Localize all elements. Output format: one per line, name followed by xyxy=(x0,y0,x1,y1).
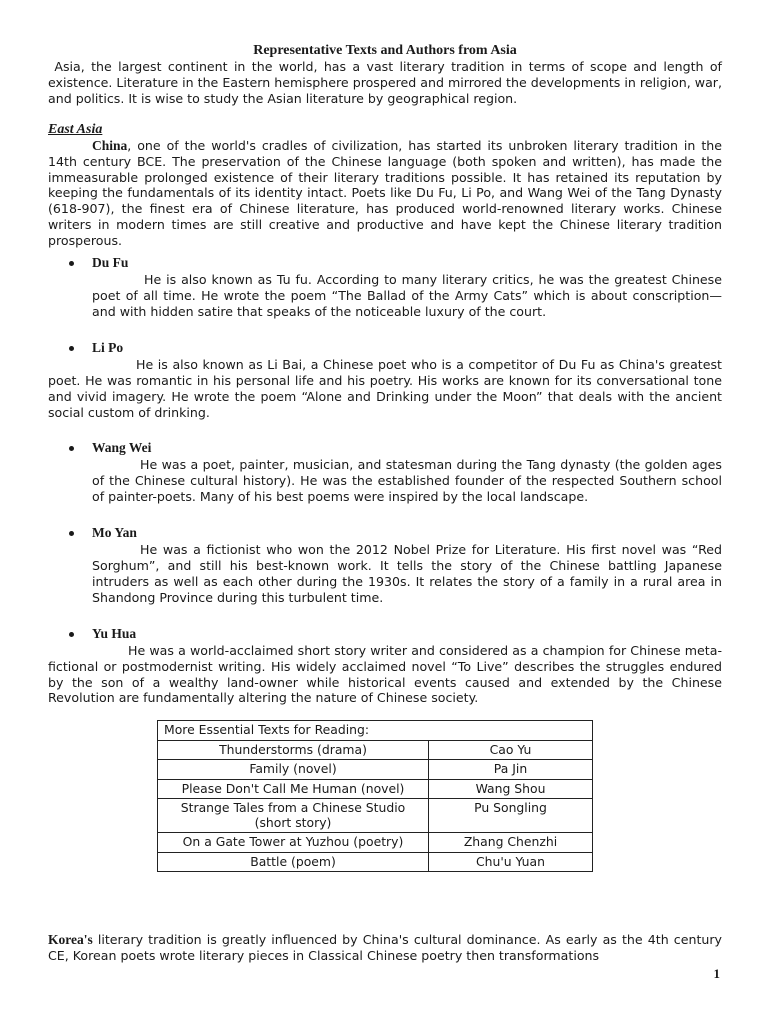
author-description-text: He was a fictionist who won the 2012 Nobel Prize for Literature. His first novel was “Red Sorghum”, and still his best-known work. It tells the story of the Chinese battling Japanese intruders as well as each other during the 1930s. It relates the story of a family in a rural area in Shandong Province during this turbulent time. xyxy=(92,542,722,605)
author-name xyxy=(48,626,722,642)
author-item xyxy=(48,440,722,505)
author-description xyxy=(48,272,722,320)
china-paragraph xyxy=(48,138,722,249)
reading-author-cell: Wang Shou xyxy=(429,779,593,799)
reading-table xyxy=(157,720,593,872)
reading-text-cell: Please Don't Call Me Human (novel) xyxy=(158,779,429,799)
table-row xyxy=(158,852,593,872)
table-row xyxy=(158,760,593,780)
table-row xyxy=(158,833,593,853)
reading-text-cell: On a Gate Tower at Yuzhou (poetry) xyxy=(158,833,429,853)
bullet-icon xyxy=(69,632,74,637)
reading-text-cell: Strange Tales from a Chinese Studio (short story) xyxy=(158,799,429,833)
reading-author-cell: Pu Songling xyxy=(429,799,593,833)
author-list xyxy=(48,255,722,706)
page-number: 1 xyxy=(713,966,720,981)
table-row xyxy=(158,779,593,799)
author-description-text: He is also known as Li Bai, a Chinese poet who is a competitor of Du Fu as China's greatest poet. He was romantic in his personal life and his poetry. His works are known for its conversational tone and vivid imagery. He wrote the poem “Alone and Drinking under the Moon” that deals with the ancient social custom of drinking. xyxy=(48,356,722,420)
author-name xyxy=(48,340,722,356)
reading-author-cell: Zhang Chenzhi xyxy=(429,833,593,853)
bullet-icon xyxy=(69,346,74,351)
korea-lead: Korea's xyxy=(48,932,93,947)
author-item xyxy=(48,626,722,707)
author-name-text: Li Po xyxy=(92,339,124,355)
author-description-text: He was a world-acclaimed short story writer and considered as a champion for Chinese meta-fictional or postmodernist writing. His widely acclaimed novel “To Live” describes the struggles endured by the son of a wealthy land-owner while historical events caused and extended by the Chinese Revolution are fundamentally altering the nature of Chinese society. xyxy=(48,642,722,706)
reading-text-cell: Thunderstorms (drama) xyxy=(158,740,429,760)
reading-author-cell: Chu'u Yuan xyxy=(429,852,593,872)
reading-author-cell: Pa Jin xyxy=(429,760,593,780)
author-description xyxy=(48,457,722,505)
author-name xyxy=(48,255,722,271)
author-description-text: He was a poet, painter, musician, and statesman during the Tang dynasty (the golden ages of the Chinese cultural history). He was the established founder of the respected Southern school of painter-poets. Many of his best poems were inspired by the local landscape. xyxy=(92,457,722,505)
document-title: Representative Texts and Authors from Asia xyxy=(253,43,517,58)
korea-paragraph xyxy=(48,932,722,964)
author-name-text: Mo Yan xyxy=(92,525,137,541)
intro-paragraph xyxy=(48,59,722,107)
author-name xyxy=(48,525,722,541)
author-name-text: Wang Wei xyxy=(92,440,152,456)
korea-text: literary tradition is greatly influenced by China's cultural dominance. As early as the 4th century CE, Korean poets wrote literary pieces in Classical Chinese poetry then transformations xyxy=(48,932,722,963)
author-description-text: He is also known as Tu fu. According to many literary critics, he was the greatest Chinese poet of all time. He wrote the poem “The Ballad of the Army Cats” which is about conscription—and with hidden satire that speaks of the noticeable luxury of the court. xyxy=(92,272,722,319)
reading-table-header: More Essential Texts for Reading: xyxy=(158,721,593,741)
author-description xyxy=(48,542,722,606)
section-heading-east-asia: East Asia xyxy=(48,121,103,137)
author-item xyxy=(48,525,722,606)
reading-table-header-row xyxy=(158,721,593,741)
bullet-icon xyxy=(69,446,74,451)
reading-text-cell: Battle (poem) xyxy=(158,852,429,872)
bullet-icon xyxy=(69,261,74,266)
reading-text-cell: Family (novel) xyxy=(158,760,429,780)
china-text: , one of the world's cradles of civilization, has started its unbroken literary tradition in the 14th century BCE. The preservation of the Chinese language (both spoken and written), has made the immeasurable prolonged existence of their literary traditions possible. It has retained its reputation by keeping the fundamentals of its identity intact. Poets like Du Fu, Li Po, and Wang Wei of the Tang Dynasty (618-907), the finest era of Chinese literature, has produced world-renowned literary works. Chinese writers in modern times are still creative and productive and have kept the Chinese literary tradition prosperous. xyxy=(48,137,722,249)
china-lead: China xyxy=(92,137,128,153)
intro-text: Asia, the largest continent in the world, has a vast literary tradition in terms of scope and length of existence. Literature in the Eastern hemisphere prospered and mirrored the developments in religion, war, and politics. It is wise to study the Asian literature by geographical region. xyxy=(48,59,722,106)
table-row xyxy=(158,740,593,760)
author-item xyxy=(48,255,722,320)
bullet-icon xyxy=(69,531,74,536)
reading-author-cell: Cao Yu xyxy=(429,740,593,760)
author-name-text: Du Fu xyxy=(92,255,129,271)
author-name-text: Yu Hua xyxy=(92,625,137,641)
author-description xyxy=(48,643,722,707)
author-name xyxy=(48,440,722,456)
document-page xyxy=(48,42,722,872)
author-item xyxy=(48,340,722,421)
table-row xyxy=(158,799,593,833)
author-description xyxy=(48,357,722,421)
